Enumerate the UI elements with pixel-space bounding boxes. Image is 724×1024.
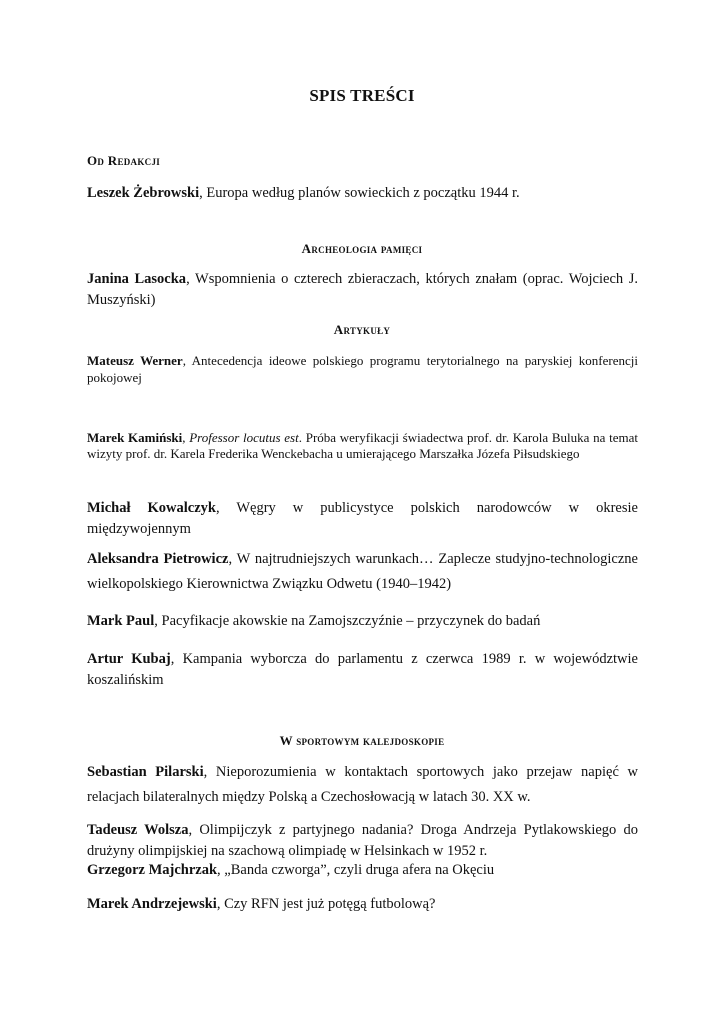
entry-author: Mateusz Werner (87, 353, 183, 368)
entry-title: , Olimpijczyk z partyjnego nadania? Droga Andrzeja Pytlakowskiego do drużyny olimpijskiej na szachową olimpiadę w Helsinkach w 1952 r. (87, 822, 638, 859)
entry-title-italic: Professor locutus est (189, 430, 299, 445)
toc-entry (87, 820, 638, 862)
entry-author: Aleksandra Pietrowicz (87, 551, 229, 567)
toc-entry (87, 183, 638, 204)
entry-author: Michał Kowalczyk (87, 500, 216, 516)
entry-title: , W najtrudniejszych warunkach… Zaplecze studyjno-technologiczne wielkopolskiego Kierownictwa Związku Odwetu (1940–1942) (87, 551, 638, 592)
entry-title: , Nieporozumienia w kontaktach sportowych jako przejaw napięć w relacjach bilateralnych między Polską a Czechosłowacją w latach 30. XX w. (87, 764, 639, 805)
entry-author: Mark Paul (87, 613, 155, 629)
entry-title: , Węgry w publicystyce polskich narodowców w okresie międzywojennym (87, 500, 638, 537)
entry-title: , Wspomnienia o czterech zbieraczach, których znałam (oprac. Wojciech J. Muszyński) (87, 271, 638, 308)
entry-author: Marek Andrzejewski (87, 896, 217, 912)
toc-entry (87, 649, 638, 691)
section-heading-od-redakcji: Od Redakcji (87, 153, 161, 168)
toc-entry (87, 611, 638, 632)
toc-entry (87, 547, 638, 597)
toc-entry (87, 860, 638, 881)
page-title: SPIS TREŚCI (309, 86, 415, 105)
entry-author: Marek Kamiński (87, 430, 183, 445)
entry-author: Tadeusz Wolsza (87, 822, 189, 838)
toc-entry (87, 498, 638, 540)
entry-title: . Próba weryfikacji świadectwa prof. dr. Karola Buluka na temat wizyty prof. dr. Karela Frederika Wenckebacha u umierającego Marszałka Józefa Piłsudskiego (87, 430, 639, 461)
entry-title: , Pacyfikacje akowskie na Zamojszczyźnie – przyczynek do badań (154, 613, 541, 629)
entry-author: Artur Kubaj (87, 651, 171, 667)
entry-author: Sebastian Pilarski (87, 764, 204, 780)
entry-title: , Europa według planów sowieckich z początku 1944 r. (199, 185, 520, 201)
entry-title: , Kampania wyborcza do parlamentu z czerwca 1989 r. w województwie koszalińskim (87, 651, 638, 688)
entry-title: , Czy RFN jest już potęgą futbolową? (216, 896, 436, 912)
toc-entry (87, 430, 638, 462)
entry-author: Grzegorz Majchrzak (87, 862, 218, 878)
toc-entry (87, 352, 638, 386)
entry-separator: , (182, 430, 190, 445)
section-heading-artykuly: Artykuły (333, 322, 391, 337)
toc-entry (87, 269, 638, 311)
section-heading-sport: W sportowym kalejdoskopie (279, 733, 445, 748)
toc-entry (87, 894, 638, 915)
entry-author: Janina Lasocka (87, 271, 187, 287)
entry-title: , „Banda czworga”, czyli druga afera na Okęciu (217, 862, 495, 878)
entry-title: , Antecedencja ideowe polskiego programu terytorialnego na paryskiej konferencji pokojowej (87, 353, 638, 385)
entry-author: Leszek Żebrowski (87, 185, 200, 201)
toc-entry (87, 760, 638, 810)
section-heading-archeologia-pamieci: Archeologia pamięci (301, 241, 423, 256)
